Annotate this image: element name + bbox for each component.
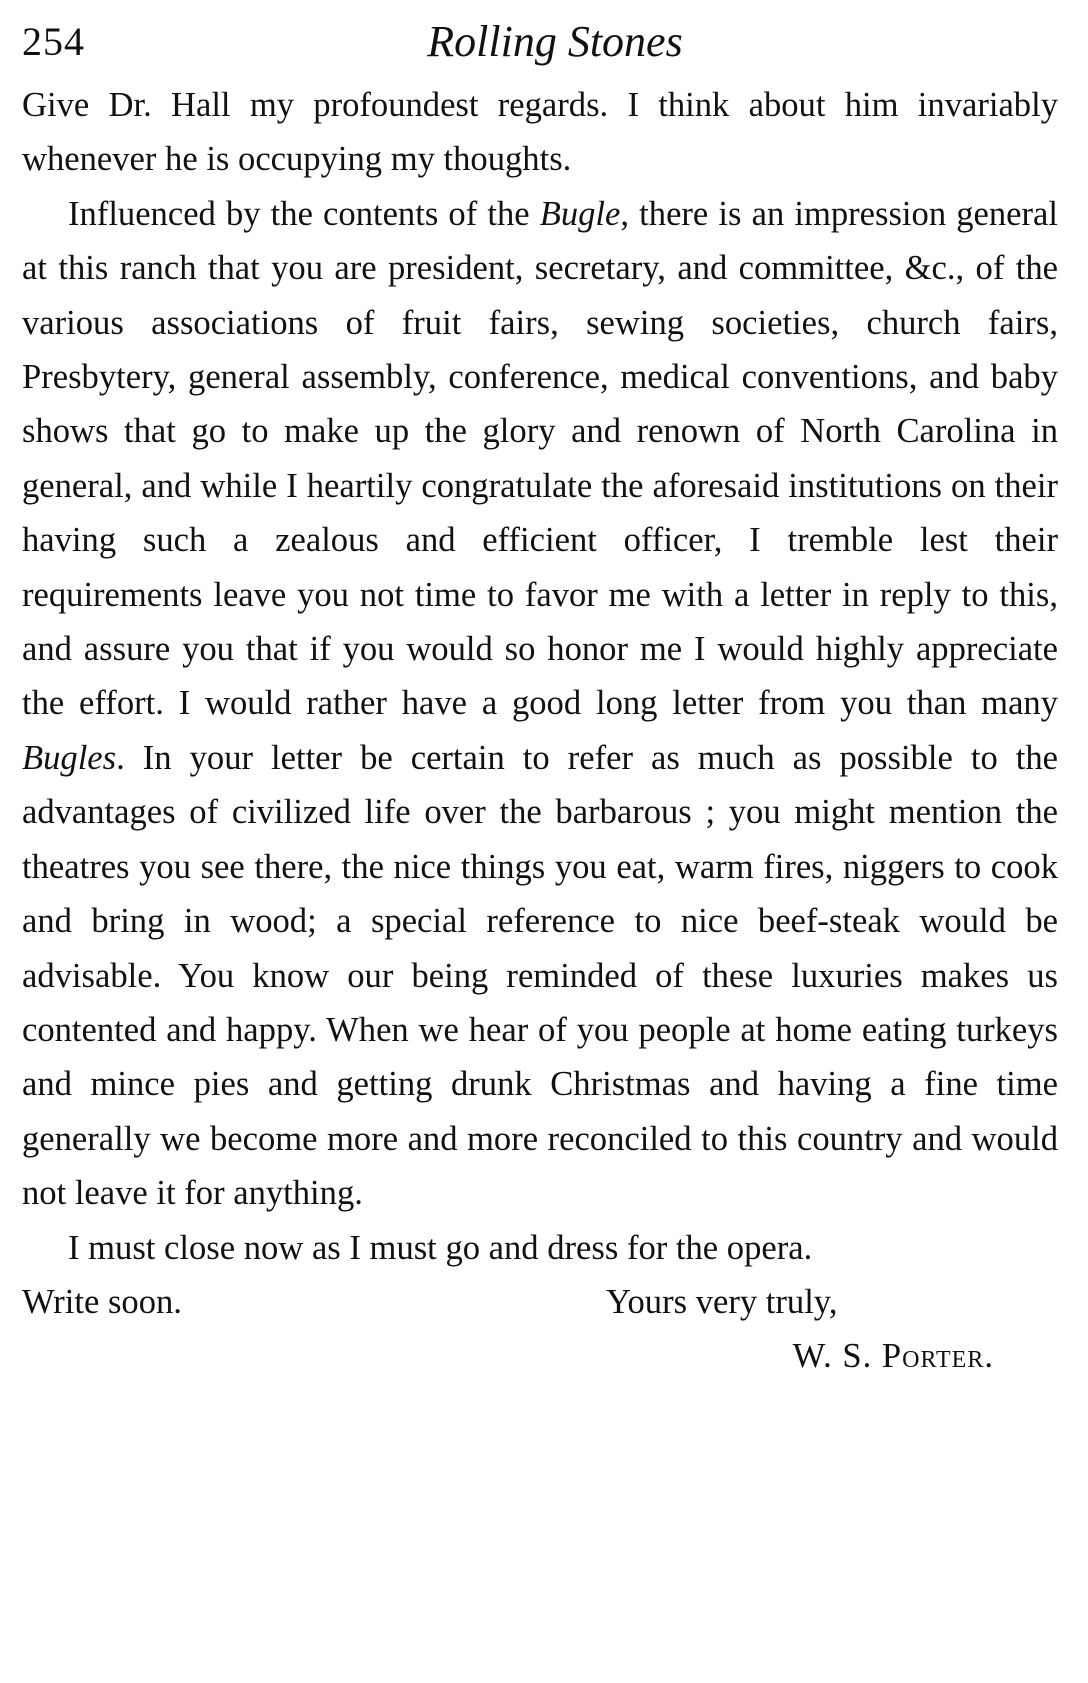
italic-title: Bugles	[22, 738, 117, 777]
page-number: 254	[22, 19, 85, 64]
body-text	[22, 78, 1058, 1389]
book-page	[22, 14, 1058, 1389]
text-segment: Give Dr. Hall my profoundest regards. I think about him invariably whenever he is occupying my thoughts.	[22, 86, 1058, 179]
closing-line	[22, 1275, 1058, 1329]
running-head	[22, 14, 1058, 72]
paragraph-closing	[22, 1221, 1058, 1275]
italic-title: Bugle	[539, 194, 621, 233]
valediction: Yours very truly,	[606, 1282, 838, 1321]
text-segment: Influenced by the contents of the	[68, 194, 540, 233]
text-segment: I must close now as I must go and dress for the opera.	[68, 1228, 813, 1267]
text-segment: , there is an impression general at this ranch that you are president, secretary, and committee, &c., of the various associations of fruit fairs, sewing societies, church fairs, Presbytery, general assembly, conference, medical conventions, and baby shows that go to make up the glory and renown of North Carolina in general, and while I heartily congratulate the aforesaid institutions on their having such a zealous and efficient officer, I tremble lest their requirements leave you not time to favor me with a letter in reply to this, and assure you that if you would so honor me I would highly appreciate the effort. I would rather have a good long letter from you than many	[22, 194, 1058, 723]
paragraph-regards	[22, 78, 1058, 187]
write-soon: Write soon.	[22, 1282, 182, 1321]
paragraph-bugle	[22, 187, 1058, 1221]
signature-line	[22, 1329, 1058, 1389]
signature: W. S. Porter.	[792, 1336, 994, 1375]
text-segment: . In your letter be certain to refer as much as possible to the advantages of civilized life over the barbarous ; you might mention the theatres you see there, the nice things you eat, warm fires, niggers to cook and bring in wood; a special reference to nice beef-steak would be advisable. You know our being reminded of these luxuries makes us contented and happy. When we hear of you people at home eating turkeys and mince pies and getting drunk Christmas and having a fine time generally we become more and more reconciled to this country and would not leave it for anything.	[22, 738, 1058, 1213]
running-title: Rolling Stones	[427, 17, 683, 66]
